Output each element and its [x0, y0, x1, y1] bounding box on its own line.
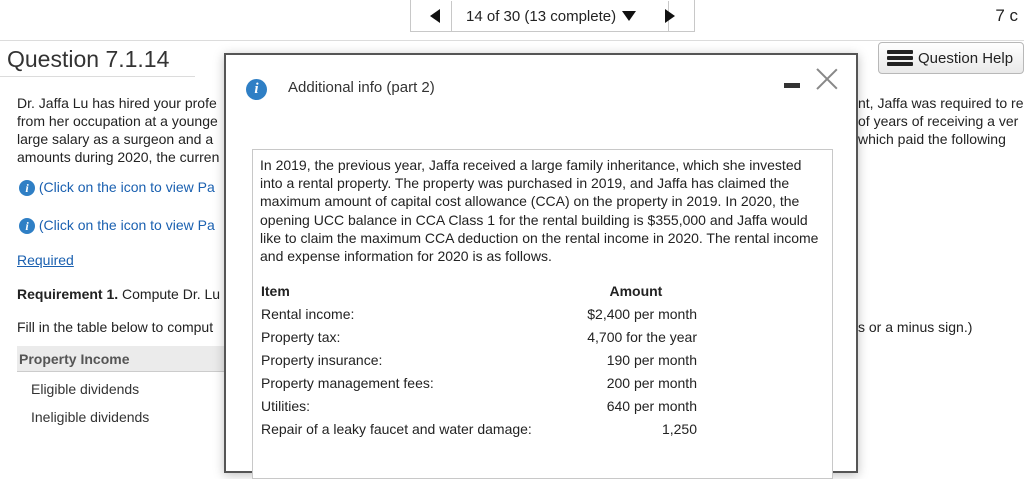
info-link-text[interactable]: (Click on the icon to view Pa: [38, 217, 215, 233]
info-icon[interactable]: i: [19, 218, 35, 234]
previous-question-button[interactable]: [423, 1, 447, 31]
dialog-header: [226, 55, 856, 123]
property-income-header: Property Income: [17, 346, 227, 372]
info-link-2[interactable]: [19, 216, 215, 234]
item-cell: Property insurance:: [261, 351, 383, 368]
table-row: [261, 325, 701, 348]
dialog-content: [252, 149, 833, 479]
requirement-line: [17, 285, 220, 303]
item-cell: Rental income:: [261, 305, 355, 322]
table-row-label: Ineligible dividends: [31, 409, 150, 425]
fill-instruction: Fill in the table below to comput: [17, 319, 214, 335]
table-row-label: Eligible dividends: [31, 381, 140, 397]
next-question-button[interactable]: [658, 1, 682, 31]
paragraph-line: large salary as a surgeon and a: [17, 131, 214, 147]
close-icon[interactable]: [815, 67, 839, 91]
amount-cell: $2,400 per month: [587, 305, 697, 322]
amount-cell: 190 per month: [606, 351, 697, 368]
list-icon: [887, 50, 913, 66]
item-cell: Property tax:: [261, 328, 341, 345]
paragraph-line: which paid the following: [858, 131, 1006, 147]
minimize-icon[interactable]: [784, 83, 800, 88]
paragraph-line: amounts during 2020, the curren: [17, 149, 220, 165]
amount-cell: 640 per month: [606, 397, 697, 414]
question-select[interactable]: [451, 1, 669, 31]
question-title: Question 7.1.14: [7, 46, 170, 72]
additional-info-dialog: [224, 53, 858, 473]
info-link-1[interactable]: [19, 178, 215, 196]
requirement-label: Requirement 1.: [17, 286, 119, 302]
paragraph-line: of years of receiving a ver: [858, 113, 1019, 129]
dialog-intro-text: In 2019, the previous year, Jaffa received a large family inheritance, which she invested into a rental property. The property was purchased in 2019, and Jaffa has claimed the maximum amount of capital cost allowance (CCA) on the property in 2019. In 2020, the opening UCC balance in CCA Class 1 for the rental building is $355,000 and Jaffa would like to claim the maximum CCA deduction on the rental income in 2020. The rental income and expense information for 2020 is as follows.: [260, 157, 819, 265]
column-header-item: Item: [261, 282, 290, 299]
divider: [0, 76, 195, 77]
question-paragraph-left: [17, 94, 219, 166]
info-icon[interactable]: i: [19, 180, 35, 196]
paragraph-line: Dr. Jaffa Lu has hired your profe: [17, 95, 217, 111]
question-help-label: Question Help: [918, 49, 1014, 67]
amount-cell: 200 per month: [606, 374, 697, 391]
divider: [0, 40, 1024, 41]
table-row: [261, 394, 701, 417]
table-row: [261, 417, 701, 440]
progress-label: 14 of 30 (13 complete): [466, 7, 617, 25]
amount-cell: 1,250: [661, 420, 697, 437]
arrow-right-icon: [665, 9, 675, 23]
question-navigator: [410, 0, 695, 32]
question-help-button[interactable]: [878, 42, 1024, 74]
table-row: [261, 348, 701, 371]
amount-cell: 4,700 for the year: [587, 328, 697, 345]
arrow-left-icon: [430, 9, 440, 23]
item-cell: Utilities:: [261, 397, 311, 414]
question-paragraph-right: [858, 94, 1024, 148]
fill-instruction-right: s or a minus sign.): [858, 319, 973, 335]
table-row: [261, 302, 701, 325]
requirement-text: Compute Dr. Lu: [122, 286, 221, 302]
income-expense-table: [261, 279, 701, 440]
caret-down-icon: [622, 11, 636, 21]
required-link[interactable]: Required: [17, 252, 74, 268]
dialog-title: Additional info (part 2): [288, 79, 435, 96]
paragraph-line: from her occupation at a younge: [17, 113, 218, 129]
table-row: [261, 371, 701, 394]
item-cell: Repair of a leaky faucet and water damage:: [261, 420, 532, 437]
item-cell: Property management fees:: [261, 374, 434, 391]
score-corner-text: 7 c: [995, 6, 1018, 25]
info-link-text[interactable]: (Click on the icon to view Pa: [38, 179, 215, 195]
column-header-amount: Amount: [609, 282, 663, 299]
paragraph-line: nt, Jaffa was required to re: [858, 95, 1024, 111]
info-icon: i: [246, 79, 267, 100]
